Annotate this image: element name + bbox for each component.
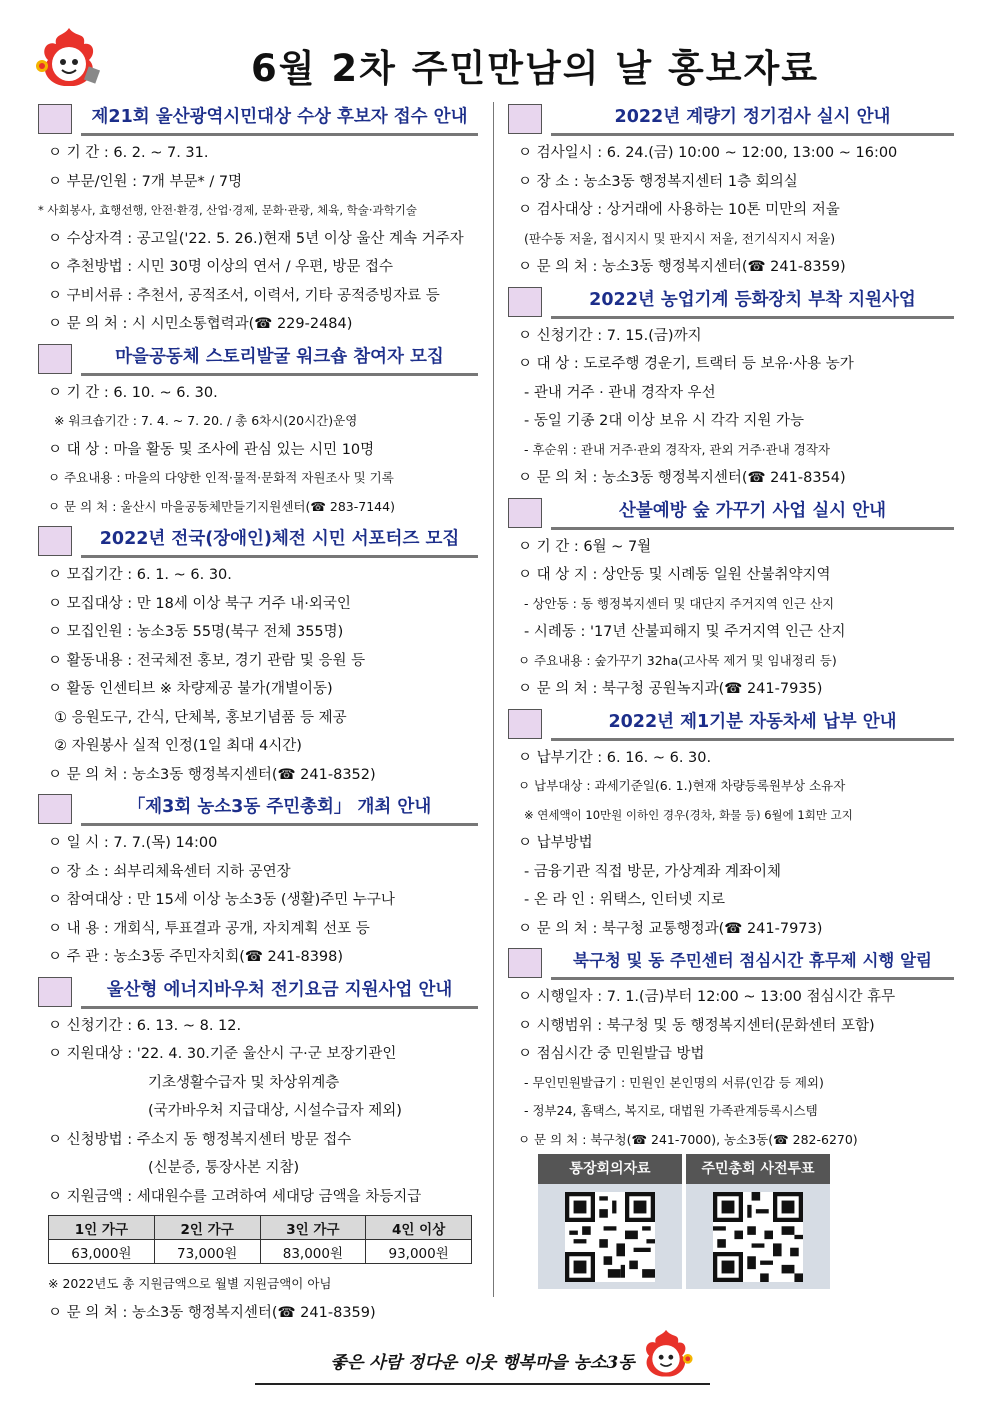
section-workshop: [38, 342, 478, 522]
text-line: ㅇ 납부대상 : 과세기준일(6. 1.)현재 차량등록원부상 소유자: [518, 778, 846, 793]
section-farm-machinery: [508, 285, 954, 493]
section-scale-inspection: [508, 102, 954, 282]
text-line: ㅇ 참여대상 : 만 15세 이상 농소3동 (생활)주민 누구나: [48, 892, 395, 908]
text-line: ㅇ 추천방법 : 시민 30명 이상의 연서 / 우편, 방문 접수: [48, 259, 394, 275]
section-title: 산불예방 숲 가꾸기 사업 실시 안내: [551, 496, 954, 530]
text-line: ㅇ 주요내용 : 마을의 다양한 인적·물적·문화적 자원조사 및 기록: [48, 470, 394, 485]
section-lunch-break: [508, 946, 954, 1154]
qr-caption: 주민총회 사전투표: [686, 1154, 830, 1184]
right-column: [508, 102, 954, 1154]
section-citizen-award: [38, 102, 478, 339]
text-line: ㅇ 기 간 : 6월 ~ 7월: [518, 538, 652, 555]
qr-codes: [538, 1154, 838, 1289]
text-line: ㅇ 모집기간 : 6. 1. ~ 6. 30.: [48, 567, 232, 583]
text-line: ㅇ 문 의 처 : 북구청(☎ 241-7000), 농소3동(☎ 282-6270): [518, 1131, 858, 1147]
text-line: ㅇ 장 소 : 농소3동 행정복지센터 1층 회의실: [518, 173, 798, 190]
text-line: ㅇ 장 소 : 쇠부리체육센터 지하 공연장: [48, 863, 291, 880]
text-line: (판수동 저울, 접시지시 및 판지시 저울, 전기식지시 저울): [524, 230, 836, 246]
table-cell: 63,000원: [49, 1240, 155, 1264]
text-line: ㅇ 문 의 처 : 농소3동 행정복지센터(☎ 241-8354): [518, 470, 846, 486]
text-line: ㅇ 문 의 처 : 농소3동 행정복지센터(☎ 241-8359): [48, 1304, 376, 1321]
text-line: - 시례동 : '17년 산불피해지 및 주거지역 인근 산지: [524, 624, 846, 640]
section-marker: [508, 104, 542, 134]
qr-code-icon[interactable]: [565, 1192, 655, 1282]
section-title: 북구청 및 동 주민센터 점심시간 휴무제 시행 알림: [551, 946, 954, 980]
text-line: * 사회봉사, 효행선행, 안전·환경, 산업·경제, 문화·관광, 체육, 학술·과학기술: [38, 203, 417, 217]
text-line: 기초생활수급자 및 차상위계층: [148, 1074, 340, 1091]
text-line: - 동일 기종 2대 이상 보유 시 각각 지원 가능: [524, 413, 805, 429]
qr-card-vote[interactable]: [686, 1154, 830, 1289]
section-title: 제21회 울산광역시민대상 수상 후보자 접수 안내: [81, 102, 478, 136]
section-marker: [38, 344, 72, 374]
section-title: 울산형 에너지바우처 전기요금 지원사업 안내: [81, 975, 478, 1009]
section-marker: [38, 104, 72, 134]
text-line: ㅇ 지원대상 : '22. 4. 30.기준 울산시 구·군 보장기관인: [48, 1046, 397, 1062]
text-line: ※ 연세액이 10만원 이하인 경우(경차, 화물 등) 6월에 1회만 고지: [524, 807, 853, 822]
text-line: ㅇ 기 간 : 6. 2. ~ 7. 31.: [48, 145, 209, 161]
text-line: ㅇ 문 의 처 : 울산시 마을공동체만들기지원센터(☎ 283-7144): [48, 498, 395, 514]
text-line: ㅇ 시행일자 : 7. 1.(금)부터 12:00 ~ 13:00 점심시간 휴무: [518, 989, 896, 1005]
qr-caption: 통장회의자료: [538, 1154, 682, 1184]
text-line: - 금융기관 직접 방문, 가상계좌 계좌이체: [524, 863, 781, 880]
text-line: ㅇ 문 의 처 : 농소3동 행정복지센터(☎ 241-8352): [48, 766, 376, 783]
text-line: ㅇ 신청기간 : 6. 13. ~ 8. 12.: [48, 1017, 242, 1034]
text-line: ㅇ 문 의 처 : 농소3동 행정복지센터(☎ 241-8359): [518, 259, 846, 275]
section-title: 2022년 전국(장애인)체전 시민 서포터즈 모집: [81, 524, 478, 558]
section-forest-care: [508, 496, 954, 704]
section-title: 마을공동체 스토리발굴 워크숍 참여자 모집: [81, 342, 478, 376]
text-line: ㅇ 대 상 : 마을 활동 및 조사에 관심 있는 시민 10명: [48, 441, 375, 458]
section-title: 2022년 농업기계 등화장치 부착 지원사업: [551, 285, 954, 319]
text-line: - 무인민원발급기 : 민원인 본인명의 서류(인감 등 제외): [524, 1074, 824, 1090]
section-title: 2022년 제1기분 자동차세 납부 안내: [551, 707, 954, 741]
section-marker: [38, 526, 72, 556]
support-amount-table: [48, 1215, 472, 1264]
text-line: - 관내 거주 · 관내 경작자 우선: [524, 384, 716, 401]
text-line: ㅇ 모집대상 : 만 18세 이상 북구 거주 내·외국인: [48, 595, 351, 612]
text-line: ㅇ 검사일시 : 6. 24.(금) 10:00 ~ 12:00, 13:00 ~ 16:00: [518, 145, 898, 161]
text-line: ㅇ 활동내용 : 전국체전 홍보, 경기 관람 및 응원 등: [48, 652, 366, 669]
text-line: ※ 워크숍기간 : 7. 4. ~ 7. 20. / 총 6차시(20시간)운영: [54, 413, 358, 428]
text-line: ㅇ 납부방법: [518, 835, 593, 851]
section-marker: [508, 287, 542, 317]
text-line: ㅇ 지원금액 : 세대원수를 고려하여 세대당 금액을 차등지급: [48, 1188, 422, 1205]
text-line: ㅇ 수상자격 : 공고일('22. 5. 26.)현재 5년 이상 울산 계속 거주자: [48, 230, 464, 247]
table-cell: 73,000원: [154, 1240, 260, 1264]
text-line: ㅇ 검사대상 : 상거래에 사용하는 10톤 미만의 저울: [518, 202, 840, 218]
section-marker: [508, 948, 542, 978]
column-divider: [493, 102, 494, 1297]
text-line: - 온 라 인 : 위택스, 인터넷 지로: [524, 892, 726, 908]
section-resident-assembly: [38, 792, 478, 972]
table-header: 1인 가구: [49, 1216, 155, 1240]
text-line: ㅇ 신청방법 : 주소지 동 행정복지센터 방문 접수: [48, 1131, 352, 1148]
section-car-tax: [508, 707, 954, 944]
text-line: - 후순위 : 관내 거주·관외 경작자, 관외 거주·관내 경작자: [524, 441, 831, 457]
text-line: ㅇ 주요내용 : 숲가꾸기 32ha(고사목 제거 및 임내정리 등): [518, 652, 837, 668]
section-marker: [38, 794, 72, 824]
table-header: 3인 가구: [260, 1216, 366, 1240]
table-header: 2인 가구: [154, 1216, 260, 1240]
text-line: ㅇ 문 의 처 : 시 시민소통협력과(☎ 229-2484): [48, 316, 353, 332]
section-marker: [508, 709, 542, 739]
qr-code-icon[interactable]: [713, 1192, 803, 1282]
mascot-icon: [34, 22, 104, 94]
section-energy-voucher: [38, 975, 478, 1328]
text-line: ※ 2022년도 총 지원금액으로 월별 지원금액이 아님: [48, 1276, 332, 1291]
text-line: ㅇ 납부기간 : 6. 16. ~ 6. 30.: [518, 749, 712, 766]
text-line: ② 자원봉사 실적 인정(1일 최대 4시간): [54, 738, 302, 754]
text-line: ㅇ 대 상 : 도로주행 경운기, 트랙터 등 보유·사용 농가: [518, 356, 854, 372]
text-line: ㅇ 기 간 : 6. 10. ~ 6. 30.: [48, 384, 218, 401]
text-line: ㅇ 일 시 : 7. 7.(목) 14:00: [48, 835, 218, 851]
left-column: [38, 102, 478, 1327]
text-line: - 정부24, 홈택스, 복지로, 대법원 가족관계등록시스템: [524, 1103, 818, 1118]
section-title: 2022년 계량기 정기검사 실시 안내: [551, 102, 954, 136]
table-cell: 83,000원: [260, 1240, 366, 1264]
section-title: 「제3회 농소3동 주민총회」 개최 안내: [81, 792, 478, 826]
section-supporters: [38, 524, 478, 789]
text-line: ㅇ 구비서류 : 추천서, 공적조서, 이력서, 기타 공적증빙자료 등: [48, 287, 440, 304]
text-line: (신분증, 통장사본 지참): [148, 1160, 300, 1176]
footer-slogan: 좋은 사람 정다운 이웃 행복마을 농소3동: [255, 1348, 710, 1385]
text-line: ㅇ 활동 인센티브 ※ 차량제공 불가(개별이동): [48, 681, 333, 697]
text-line: - 상안동 : 동 행정복지센터 및 대단지 주거지역 인근 산지: [524, 595, 835, 611]
section-marker: [38, 977, 72, 1007]
qr-card-meeting[interactable]: [538, 1154, 682, 1289]
text-line: ㅇ 점심시간 중 민원발급 방법: [518, 1046, 705, 1062]
text-line: ㅇ 시행범위 : 북구청 및 동 행정복지센터(문화센터 포함): [518, 1017, 875, 1034]
section-marker: [508, 498, 542, 528]
text-line: ㅇ 문 의 처 : 북구청 교통행정과(☎ 241-7973): [518, 920, 823, 937]
text-line: ① 응원도구, 간식, 단체복, 홍보기념품 등 제공: [54, 709, 347, 726]
text-line: ㅇ 내 용 : 개회식, 투표결과 공개, 자치계획 선포 등: [48, 920, 370, 937]
text-line: ㅇ 신청기간 : 7. 15.(금)까지: [518, 327, 702, 344]
text-line: ㅇ 주 관 : 농소3동 주민자치회(☎ 241-8398): [48, 949, 344, 965]
table-header: 4인 이상: [366, 1216, 472, 1240]
text-line: ㅇ 부문/인원 : 7개 부문* / 7명: [48, 173, 243, 190]
text-line: (국가바우처 지급대상, 시설수급자 제외): [148, 1103, 402, 1119]
text-line: ㅇ 문 의 처 : 북구청 공원녹지과(☎ 241-7935): [518, 681, 823, 697]
text-line: ㅇ 대 상 지 : 상안동 및 시례동 일원 산불취약지역: [518, 567, 831, 583]
table-cell: 93,000원: [366, 1240, 472, 1264]
page-title: 6월 2차 주민만남의 날 홍보자료: [251, 47, 819, 90]
text-line: ㅇ 모집인원 : 농소3동 55명(북구 전체 355명): [48, 624, 344, 640]
